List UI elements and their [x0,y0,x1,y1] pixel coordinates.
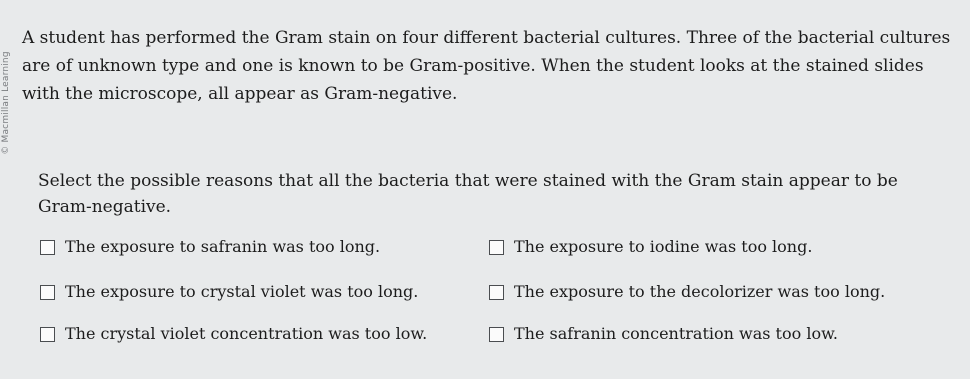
checkbox[interactable] [40,285,55,300]
option-label: The exposure to iodine was too long. [514,237,813,256]
checkbox[interactable] [40,240,55,255]
checkbox[interactable] [489,285,504,300]
option-label: The exposure to the decolorizer was too long. [514,282,886,301]
question-prompt: Select the possible reasons that all the bacteria that were stained with the Gram stain appear to be Gram-negative. [38,171,898,217]
option-decolorizer-too-long[interactable] [489,281,885,303]
checkbox[interactable] [489,240,504,255]
option-crystal-violet-too-long[interactable] [40,281,418,303]
copyright-vertical-text [0,28,12,178]
option-safranin-too-low[interactable] [489,323,838,345]
option-label: The safranin concentration was too low. [514,324,838,343]
checkbox[interactable] [489,327,504,342]
option-safranin-too-long[interactable] [40,236,380,258]
option-label: The exposure to safranin was too long. [65,237,381,256]
option-label: The crystal violet concentration was too low. [65,324,428,343]
option-crystal-violet-too-low[interactable] [40,323,427,345]
checkbox[interactable] [40,327,55,342]
copyright-label: © Macmillan Learning [1,51,12,155]
option-label: The exposure to crystal violet was too long. [65,282,419,301]
option-iodine-too-long[interactable] [489,236,812,258]
question-text: A student has performed the Gram stain on four different bacterial cultures. Three of the bacterial cultures are of unknown type and one is known to be Gram-positive. When the student looks at the stained slides with the microscope, all appear as Gram-negative. [22,28,951,104]
